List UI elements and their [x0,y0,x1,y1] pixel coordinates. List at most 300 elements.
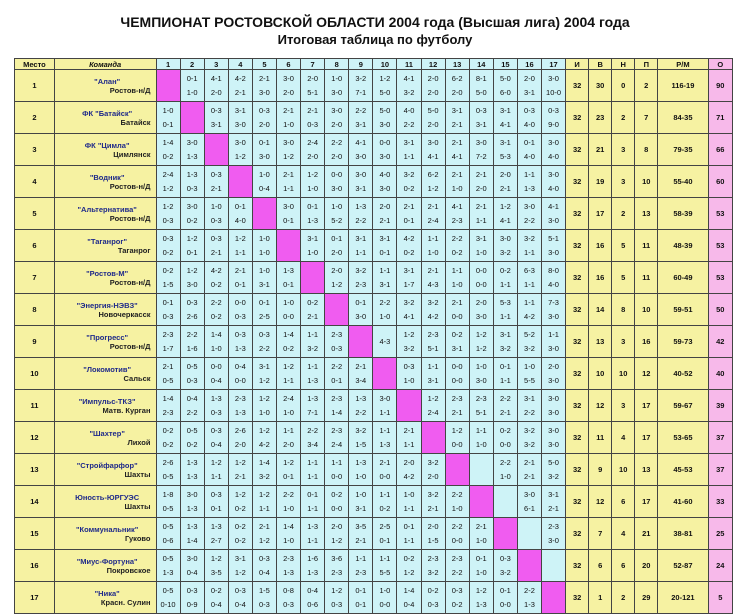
away-score: 0-0 [499,599,511,609]
away-score: 3-0 [379,183,391,193]
away-score: 4-0 [548,183,559,193]
home-score: 0-0 [210,361,222,371]
score-cell [156,294,180,326]
score-cell [445,550,469,582]
away-score: 1-1 [524,279,535,289]
home-score: 1-0 [331,201,343,211]
home-score: 3-1 [451,105,463,115]
score-cell [325,166,349,198]
home-score: 0-1 [259,137,270,147]
away-score: 0-4 [186,567,198,577]
home-score: 0-4 [186,393,198,403]
away-score: 3-0 [548,375,559,385]
diagonal-cell [469,486,493,518]
home-score: 2-1 [427,265,439,275]
away-score: 0-3 [234,311,246,321]
away-score: 5-0 [379,87,391,97]
home-score: 4-1 [548,201,559,211]
away-score: 1-0 [403,375,415,385]
stat-cell: 32 [566,326,589,358]
away-score: 4-0 [524,151,535,161]
team-cell [54,550,156,582]
home-score: 0-4 [234,361,246,371]
score-cell [301,70,325,102]
points-cell: 66 [708,134,732,166]
team-name: "Коммунальник" [76,524,139,534]
score-cell [493,198,517,230]
home-score: 3-1 [403,265,415,275]
stat-cell: 58-39 [658,198,708,230]
away-score: 0-0 [451,439,463,449]
score-cell [276,134,300,166]
home-score: 1-3 [186,169,198,179]
away-score: 1-1 [475,215,487,225]
stat-cell: 10 [612,358,635,390]
away-score: 1-0 [475,535,487,545]
away-score: 1-2 [427,183,439,193]
away-score: 1-2 [234,151,246,161]
home-score: 0-5 [162,585,174,595]
away-score: 1-3 [307,567,319,577]
away-score: 0-4 [234,599,246,609]
stat-cell: 16 [589,230,612,262]
points-cell: 39 [708,390,732,422]
home-score: 0-3 [259,553,270,563]
away-score: 1-2 [259,535,270,545]
home-score: 1-0 [379,585,391,595]
away-score: 2-0 [331,119,343,129]
diagonal-cell [542,582,566,614]
score-cell [325,390,349,422]
home-score: 2-2 [451,233,463,243]
score-cell [156,518,180,550]
away-score: 0-2 [162,151,174,161]
score-cell [517,198,541,230]
away-score: 2-2 [355,407,367,417]
score-cell [373,550,397,582]
away-score: 1-5 [162,279,174,289]
away-score: 0-0 [234,375,246,385]
away-score: 0-3 [427,599,439,609]
home-score: 1-1 [307,361,319,371]
score-cell [397,198,421,230]
score-cell [228,70,252,102]
home-score: 3-1 [499,137,511,147]
home-score: 0-1 [355,297,367,307]
diagonal-cell [252,198,276,230]
score-cell [517,166,541,198]
stat-cell: 2 [612,102,635,134]
away-score: 2-4 [427,215,439,225]
home-score: 3-0 [548,393,559,403]
away-score: 0-2 [186,439,198,449]
score-cell [493,422,517,454]
score-cell [517,518,541,550]
away-score: 3-0 [331,183,343,193]
home-score: 1-4 [283,521,294,531]
home-score: 2-3 [451,553,463,563]
place-cell: 7 [15,262,55,294]
stat-cell: 11 [635,230,658,262]
header-team: Команда [54,59,156,70]
score-cell [180,486,204,518]
home-score: 1-2 [451,425,463,435]
diagonal-cell [517,550,541,582]
score-cell [397,70,421,102]
points-cell: 53 [708,230,732,262]
away-score: 0-3 [210,215,222,225]
score-cell [301,518,325,550]
home-score: 4-2 [403,233,415,243]
score-cell [204,230,228,262]
score-cell [469,262,493,294]
stat-cell: 16 [635,326,658,358]
stat-cell: 12 [589,486,612,518]
away-score: 9-0 [548,119,559,129]
score-cell [204,198,228,230]
home-score: 0-1 [162,297,174,307]
header-stat: И [566,59,589,70]
away-score: 1-0 [475,567,487,577]
score-cell [349,198,373,230]
home-score: 4-1 [355,137,367,147]
away-score: 3-2 [499,247,511,257]
home-score: 1-2 [331,585,343,595]
home-score: 3-2 [427,457,439,467]
home-score: 1-1 [379,265,391,275]
header-opponent: 10 [373,59,397,70]
home-score: 1-1 [427,361,439,371]
home-score: 1-0 [210,201,222,211]
home-score: 2-1 [162,361,174,371]
score-cell [421,582,445,614]
score-cell [276,294,300,326]
score-cell [301,486,325,518]
away-score: 3-0 [475,375,487,385]
score-cell [252,454,276,486]
header-row [15,59,733,70]
stat-cell: 3 [612,326,635,358]
team-name: "Ростов-М" [86,268,129,278]
stat-cell: 17 [589,198,612,230]
home-score: 1-4 [162,137,174,147]
away-score: 1-3 [524,183,535,193]
home-score: 3-1 [524,393,535,403]
home-score: 4-2 [234,73,246,83]
team-name: Юность-ЮРГУЭС [75,492,140,502]
home-score: 1-1 [307,457,319,467]
away-score: 0-3 [162,311,174,321]
score-cell [493,262,517,294]
away-score: 0-3 [210,407,222,417]
away-score: 1-0 [427,247,439,257]
home-score: 1-0 [524,361,535,371]
away-score: 1-1 [379,407,391,417]
home-score: 3-2 [403,297,415,307]
table-row [15,230,733,262]
away-score: 1-0 [307,183,319,193]
diagonal-cell [156,70,180,102]
score-cell [373,230,397,262]
home-score: 2-0 [524,73,535,83]
home-score: 2-2 [331,361,343,371]
away-score: 1-0 [355,471,367,481]
away-score: 1-1 [403,535,415,545]
stat-cell: 2 [612,198,635,230]
team-city: Красн. Сулин [100,597,151,607]
home-score: 1-1 [524,169,535,179]
home-score: 0-1 [234,201,246,211]
home-score: 2-3 [234,393,246,403]
score-cell [252,550,276,582]
stat-cell: 8 [612,294,635,326]
score-cell [276,582,300,614]
score-cell [228,134,252,166]
home-score: 3-0 [186,489,198,499]
away-score: 2-1 [379,215,391,225]
away-score: 0-0 [475,279,487,289]
score-cell [325,518,349,550]
score-cell [180,518,204,550]
home-score: 1-4 [162,393,174,403]
home-score: 2-3 [162,329,174,339]
home-score: 2-4 [162,169,174,179]
away-score: 4-2 [403,471,415,481]
home-score: 3-0 [186,553,198,563]
score-cell [228,102,252,134]
away-score: 0-0 [451,311,463,321]
score-cell [517,262,541,294]
score-cell [373,134,397,166]
away-score: 5-5 [524,375,535,385]
away-score: 0-5 [162,375,174,385]
score-cell [228,294,252,326]
score-cell [469,550,493,582]
team-city: Батайск [120,117,151,127]
score-cell [156,102,180,134]
score-cell [204,294,228,326]
home-score: 1-2 [234,233,246,243]
table-row [15,262,733,294]
away-score: 1-1 [283,375,294,385]
score-cell [421,294,445,326]
away-score: 3-2 [499,567,511,577]
header-opponent: 17 [542,59,566,70]
home-score: 1-2 [475,585,487,595]
away-score: 3-1 [210,119,222,129]
stat-cell: 30 [589,70,612,102]
away-score: 2-1 [210,247,222,257]
away-score: 1-1 [210,471,222,481]
score-cell [397,550,421,582]
score-cell [276,422,300,454]
away-score: 2-2 [403,119,415,129]
home-score: 1-1 [331,457,343,467]
stat-cell: 60-49 [658,262,708,294]
score-cell [469,390,493,422]
score-cell [373,390,397,422]
home-score: 0-0 [331,169,343,179]
score-cell [517,70,541,102]
score-cell [469,454,493,486]
score-cell [493,294,517,326]
away-score: 1-3 [307,215,319,225]
away-score: 4-0 [548,151,559,161]
home-score: 2-1 [355,361,367,371]
away-score: 1-0 [186,87,198,97]
home-score: 0-2 [210,585,222,595]
away-score: 0-1 [355,599,367,609]
away-score: 1-5 [427,535,439,545]
stat-cell: 32 [566,294,589,326]
home-score: 1-0 [162,105,174,115]
away-score: 2-2 [355,215,367,225]
score-cell [204,326,228,358]
home-score: 2-1 [234,265,246,275]
score-cell [517,102,541,134]
home-score: 5-0 [499,73,511,83]
diagonal-cell [373,358,397,390]
home-score: 0-2 [307,297,319,307]
stat-cell: 4 [612,518,635,550]
score-cell [469,166,493,198]
home-score: 0-3 [259,105,270,115]
away-score: 3-0 [548,407,559,417]
away-score: 3-0 [234,119,246,129]
table-row [15,582,733,614]
score-cell [445,486,469,518]
home-score: 1-3 [283,265,294,275]
home-score: 0-3 [548,105,559,115]
home-score: 3-1 [403,137,415,147]
score-cell [325,134,349,166]
home-score: 0-3 [162,233,174,243]
score-cell [252,486,276,518]
away-score: 1-2 [259,375,270,385]
diagonal-cell [421,422,445,454]
home-score: 3-1 [379,233,391,243]
away-score: 2-0 [259,119,270,129]
away-score: 1-5 [355,439,367,449]
table-row [15,454,733,486]
home-score: 1-2 [475,329,487,339]
home-score: 5-3 [499,297,511,307]
home-score: 1-1 [307,329,319,339]
home-score: 6-2 [451,73,463,83]
home-score: 3-2 [355,265,367,275]
team-cell [54,198,156,230]
away-score: 0-2 [186,215,198,225]
stat-cell: 13 [635,454,658,486]
diagonal-cell [325,294,349,326]
home-score: 2-1 [403,425,415,435]
score-cell [493,454,517,486]
team-city: Ростов-н/Д [109,213,151,223]
home-score: 0-1 [499,585,511,595]
home-score: 1-2 [259,425,270,435]
stat-cell: 38-81 [658,518,708,550]
away-score: 1-0 [451,279,463,289]
team-name: "Алан" [94,76,121,86]
away-score: 1-1 [307,503,319,513]
away-score: 2-2 [451,567,463,577]
stat-cell: 14 [589,294,612,326]
score-cell [397,518,421,550]
score-cell [421,230,445,262]
standings-body [15,59,733,614]
score-cell [493,358,517,390]
away-score: 0-3 [331,599,343,609]
score-cell [301,422,325,454]
points-cell: 33 [708,486,732,518]
score-cell [445,262,469,294]
home-score: 0-5 [186,361,198,371]
home-score: 3-2 [524,425,535,435]
home-score: 2-2 [283,489,294,499]
away-score: 5-0 [475,87,487,97]
home-score: 3-2 [355,73,367,83]
place-cell: 11 [15,390,55,422]
home-score: 2-2 [499,393,511,403]
home-score: 5-0 [427,105,439,115]
home-score: 0-1 [499,361,511,371]
away-score: 1-3 [186,503,198,513]
away-score: 1-7 [403,279,415,289]
points-cell: 50 [708,294,732,326]
score-cell [228,582,252,614]
home-score: 0-2 [451,329,463,339]
away-score: 3-1 [259,279,270,289]
away-score: 1-1 [403,439,415,449]
away-score: 0-1 [283,279,294,289]
home-score: 7-3 [548,297,559,307]
score-cell [252,70,276,102]
stat-cell: 59-51 [658,294,708,326]
stat-cell: 10 [635,166,658,198]
away-score: 5-3 [499,151,511,161]
stat-cell: 32 [566,262,589,294]
away-score: 1-3 [307,375,319,385]
away-score: 0-4 [259,183,270,193]
away-score: 0-2 [162,439,174,449]
team-name: "Шахтер" [89,428,125,438]
away-score: 1-2 [331,535,343,545]
score-cell [542,358,566,390]
score-cell [325,198,349,230]
score-cell [421,518,445,550]
score-cell [156,262,180,294]
away-score: 0-3 [186,375,198,385]
score-cell [397,422,421,454]
score-cell [542,518,566,550]
stat-cell: 17 [635,422,658,454]
away-score: 3-2 [548,471,559,481]
away-score: 3-1 [475,119,487,129]
away-score: 3-1 [355,183,367,193]
home-score: 3-0 [331,105,343,115]
away-score: 4-0 [548,279,559,289]
away-score: 1-0 [475,439,487,449]
away-score: 0-1 [210,503,222,513]
away-score: 1-3 [162,567,174,577]
away-score: 0-0 [451,535,463,545]
score-cell [204,422,228,454]
score-cell [325,230,349,262]
score-cell [349,166,373,198]
header-opponent: 14 [469,59,493,70]
stat-cell: 20-121 [658,582,708,614]
home-score: 1-3 [307,521,319,531]
